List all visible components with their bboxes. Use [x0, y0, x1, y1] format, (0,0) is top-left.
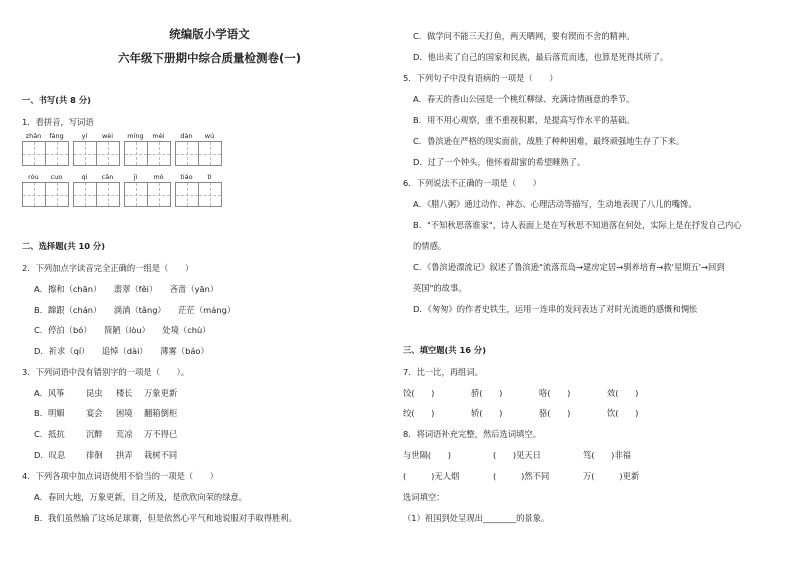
- q6-option-c: C．《鲁滨逊漂流记》叙述了鲁滨逊"流落荒岛→建房定居→驯养培育→救'星期五'→回到: [413, 262, 725, 272]
- q7-row2: [403, 407, 638, 419]
- q5-option-d: D．过了一个钟头，他怀着甜蜜的希望睡熟了。: [413, 157, 586, 167]
- q4-option-b: B．我们虽然输了这场足球赛，但是依然心平气和地说服对手取得胜利。: [34, 513, 297, 523]
- writing-box[interactable]: [73, 141, 97, 166]
- word-group: ròu cuo: [22, 173, 68, 207]
- section2-heading: 二、选择题(共 10 分): [22, 241, 105, 251]
- q8-blank[interactable]: ( )见天日: [493, 450, 541, 460]
- section1-heading: 一、书写(共 8 分): [22, 95, 91, 105]
- word-group: jì mò: [124, 173, 170, 207]
- q7-blank[interactable]: 饺( ): [403, 388, 435, 398]
- q6-option-b-cont: 的情感。: [413, 241, 447, 251]
- writing-box[interactable]: [22, 141, 46, 166]
- q2-prompt: 2．下列加点字读音完全正确的一组是（ ）: [22, 263, 194, 273]
- q8-blank[interactable]: ( )然不同: [493, 471, 550, 481]
- q2-option-d: D．祈求（qí） 追悼（dài） 薄雾（báo）: [34, 346, 209, 356]
- q7-blank[interactable]: 咯( ): [539, 388, 571, 398]
- writing-box[interactable]: [124, 182, 148, 207]
- q5-option-a: A．春天的香山公园是一个桃红柳绿、充满诗情画意的季节。: [413, 94, 635, 104]
- writing-box[interactable]: [124, 141, 148, 166]
- q6-option-d: D．《匆匆》的作者史铁生，运用一连串的发问表达了对时光流逝的感慨和惆怅: [413, 304, 698, 314]
- writing-box[interactable]: [147, 182, 171, 207]
- doc-title-line1: 统编版小学语文: [169, 27, 250, 41]
- q1-prompt: 1．看拼音，写词语: [22, 117, 94, 127]
- q5-option-c: C．鲁滨逊在严格的现实面前，战胜了种种困难，最终顽强地生存了下来。: [413, 136, 685, 146]
- q7-blank[interactable]: 骄( ): [471, 388, 503, 398]
- writing-box[interactable]: [73, 182, 97, 207]
- q3-option-a: A．风筝 昆虫 楼长 万象更新: [34, 388, 178, 398]
- q2-option-c: C．停泊（bó） 简陋（lòu） 处境（chù）: [34, 325, 211, 335]
- word-group: tiáo tì: [175, 173, 221, 207]
- q5-prompt: 5．下列句子中没有语病的一项是（ ）: [403, 73, 558, 83]
- writing-box[interactable]: [175, 141, 199, 166]
- writing-box[interactable]: [198, 182, 222, 207]
- section3-heading: 三、填空题(共 16 分): [403, 345, 486, 355]
- q2-option-a: A．擦和（chān） 翡翠（fěi） 吝啬（yān）: [34, 284, 219, 294]
- q8-blank[interactable]: 与世隔( ): [403, 450, 451, 460]
- q5-option-b: B．用不用心观察，重不重视积累，是提高写作水平的基础。: [413, 115, 635, 125]
- writing-box[interactable]: [198, 141, 222, 166]
- q8-prompt: 8．将词语补充完整，然后选词填空。: [403, 429, 542, 439]
- q8-blank[interactable]: 万( )更新: [583, 471, 640, 481]
- q3-option-c: C．抵抗 沉醉 荒凉 万不得已: [34, 429, 178, 439]
- q8-row1: [403, 449, 631, 461]
- doc-title-line2: 六年级下册期中综合质量检测卷(一): [117, 51, 301, 65]
- writing-box[interactable]: [96, 141, 120, 166]
- writing-box[interactable]: [147, 141, 171, 166]
- q3-option-b: B．明媚 宴会 困境 翻箱倒柜: [34, 408, 178, 418]
- q7-prompt: 7．比一比，再组词。: [403, 367, 483, 377]
- q4-prompt: 4．下列各项中加点词语使用不恰当的一项是（ ）: [22, 471, 219, 481]
- writing-box[interactable]: [96, 182, 120, 207]
- word-group: zhān fáng: [22, 132, 68, 166]
- q3-prompt: 3．下列词语中没有错别字的一项是（ ）。: [22, 367, 190, 377]
- q8-sentence-1[interactable]: （1）祖国到处呈现出________的景象。: [403, 513, 550, 523]
- q8-fill-label: 选词填空：: [403, 492, 445, 502]
- q3-option-d: D．叹息 徘徊 拱弄 栽树不同: [34, 450, 178, 460]
- q6-option-c-cont: 英国"的故事。: [413, 283, 467, 293]
- q8-blank[interactable]: ( )无人烟: [403, 471, 460, 481]
- q6-option-a: A．《腊八粥》通过动作、神态、心理活动等描写，生动地表现了八儿的嘴馋。: [413, 199, 697, 209]
- q7-blank[interactable]: 骆( ): [539, 408, 571, 418]
- q7-blank[interactable]: 轿( ): [471, 408, 503, 418]
- q6-prompt: 6．下列说法不正确的一项是（ ）: [403, 178, 542, 188]
- q4-option-d: D．他出卖了自己的国家和民族，最后落荒而逃，也算是死得其所了。: [413, 52, 669, 62]
- writing-box[interactable]: [175, 182, 199, 207]
- q4-option-c: C．做学问不能三天打鱼，两天晒网，要有锲而不舍的精神。: [413, 31, 635, 41]
- pinyin-grid-row1: [22, 132, 226, 166]
- q7-blank[interactable]: 饮( ): [607, 408, 639, 418]
- word-group: míng mèi: [124, 132, 170, 166]
- q7-row1: [403, 387, 638, 399]
- word-group: qì cān: [73, 173, 119, 207]
- q7-blank[interactable]: 绞( ): [403, 408, 435, 418]
- q6-option-b: B．"不知秋思落谁家"，诗人表面上是在写秋思不知道落在何处，实际上是在抒发自己内心: [413, 220, 742, 230]
- q2-option-b: B．蹿跟（chán） 淌淌（tǎng） 茫茫（máng）: [34, 305, 236, 315]
- q8-blank[interactable]: 笃( )非福: [583, 450, 631, 460]
- q8-row2: [403, 470, 639, 482]
- word-group: dàn wú: [175, 132, 221, 166]
- writing-box[interactable]: [22, 182, 46, 207]
- q4-option-a: A．春回大地，万象更新，目之所及，是欣欣向荣的绿意。: [34, 492, 248, 502]
- writing-box[interactable]: [45, 141, 69, 166]
- q7-blank[interactable]: 效( ): [607, 388, 639, 398]
- word-group: yí wèi: [73, 132, 119, 166]
- pinyin-grid-row2: [22, 173, 226, 207]
- writing-box[interactable]: [45, 182, 69, 207]
